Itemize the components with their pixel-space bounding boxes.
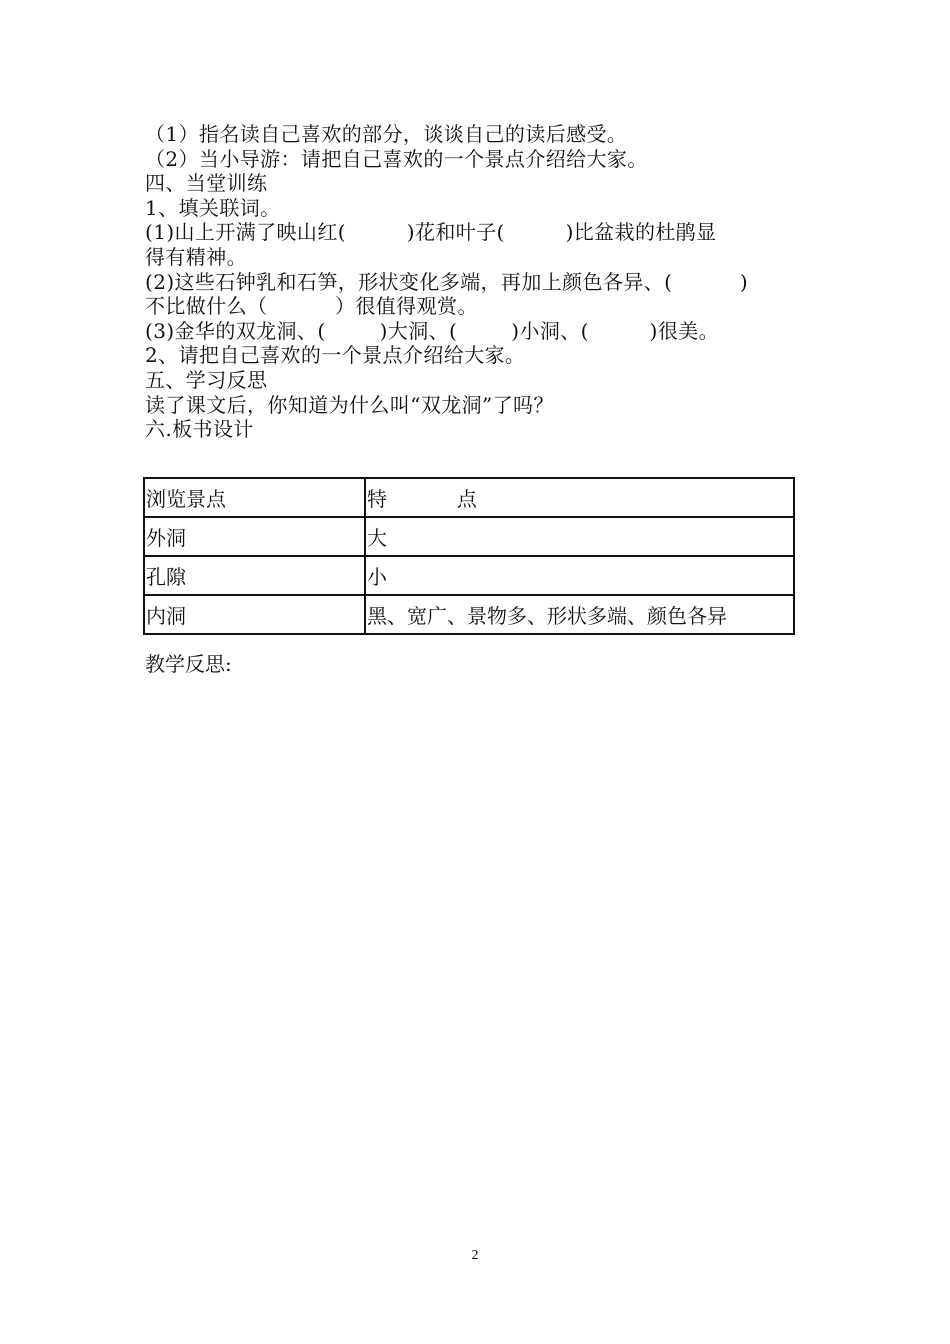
table-header-cell: 浏览景点 bbox=[144, 478, 365, 517]
table-row bbox=[144, 556, 794, 595]
table-cell: 内洞 bbox=[144, 595, 365, 634]
table-row bbox=[144, 595, 794, 634]
exercise-heading: 2、请把自己喜欢的一个景点介绍给大家。 bbox=[145, 343, 526, 368]
table-header-cell: 特 点 bbox=[365, 478, 794, 517]
section-heading: 四、当堂训练 bbox=[145, 171, 268, 196]
section-heading: 五、学习反思 bbox=[145, 367, 268, 392]
table-cell: 外洞 bbox=[144, 517, 365, 556]
text-line: 读了课文后，你知道为什么叫“双龙洞”了吗？ bbox=[145, 392, 554, 417]
table-cell: 黑、宽广、景物多、形状多端、颜色各异 bbox=[365, 595, 794, 634]
reflection-label: 教学反思: bbox=[145, 652, 232, 676]
table-cell: 小 bbox=[365, 556, 794, 595]
table-cell: 孔隙 bbox=[144, 556, 365, 595]
section-heading: 六.板书设计 bbox=[145, 417, 254, 442]
exercise-item: (2)这些石钟乳和石笋，形状变化多端，再加上颜色各异、( ) bbox=[145, 269, 749, 294]
exercise-item: (1)山上开满了映山红( )花和叶子( )比盆栽的杜鹃显 bbox=[145, 220, 717, 245]
exercise-heading: 1、填关联词。 bbox=[145, 195, 281, 220]
page-number: 2 bbox=[471, 1248, 479, 1263]
exercise-item: (3)金华的双龙洞、( )大洞、( )小洞、( )很美。 bbox=[145, 318, 720, 343]
table-cell: 大 bbox=[365, 517, 794, 556]
board-design-table bbox=[143, 477, 795, 635]
text-line: （1）指名读自己喜欢的部分，谈谈自己的读后感受。 bbox=[145, 122, 628, 146]
lesson-text bbox=[145, 122, 810, 442]
table-row bbox=[144, 517, 794, 556]
exercise-item: 不比做什么（ ）很值得观赏。 bbox=[145, 294, 478, 319]
table-header-row bbox=[144, 478, 794, 517]
text-line: （2）当小导游：请把自己喜欢的一个景点介绍给大家。 bbox=[145, 146, 648, 171]
exercise-item: 得有精神。 bbox=[145, 244, 247, 269]
